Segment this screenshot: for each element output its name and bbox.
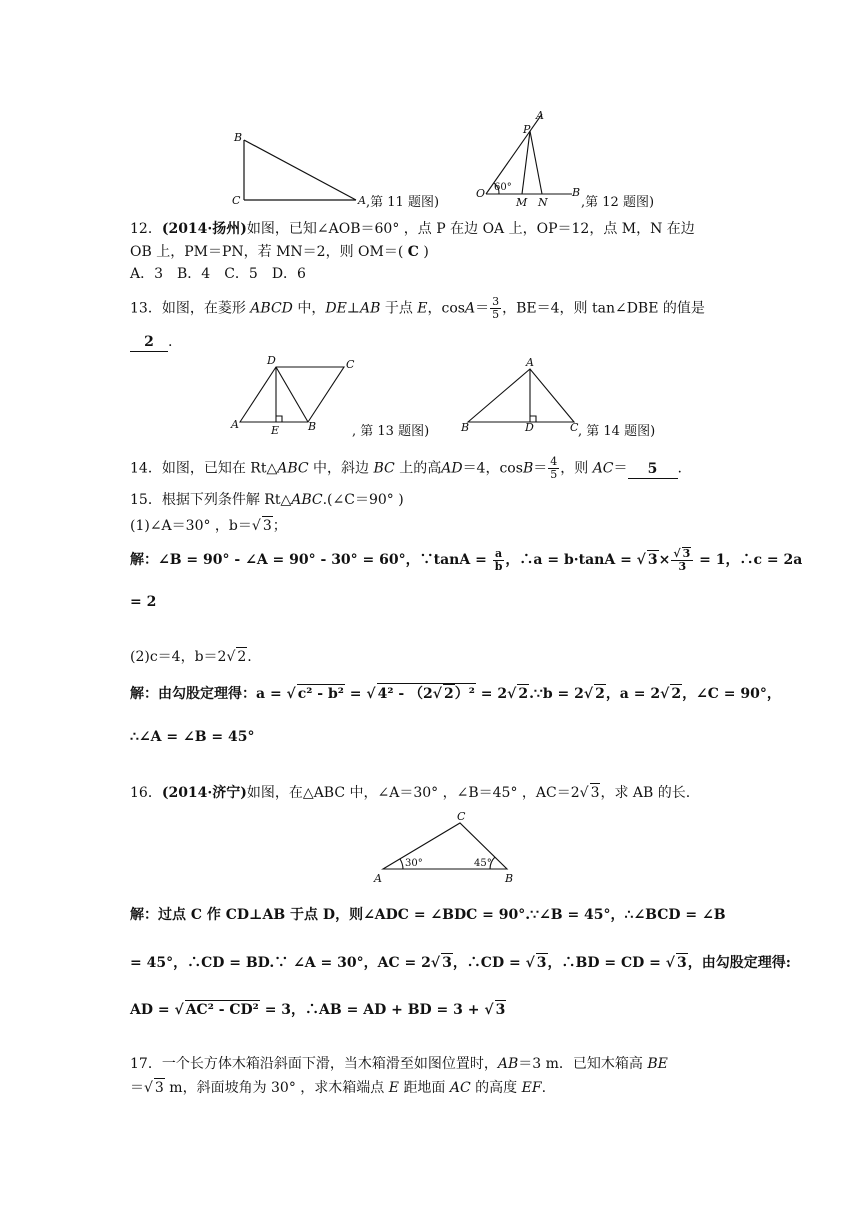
label-a-14: A — [526, 356, 534, 369]
q12-options: A．3 B．4 C．5 D．6 — [130, 266, 306, 282]
q12-close: ) — [423, 244, 429, 260]
q15-sol1-x: × — [658, 552, 671, 568]
q15-sol1-frac2-num: √ 3 — [671, 547, 693, 561]
q17-e: E — [388, 1080, 399, 1096]
q15-part1-end: ； — [272, 518, 287, 534]
q15-part2-text: (2)c＝4，b＝2 — [130, 649, 227, 665]
triangle-11 — [244, 140, 356, 200]
q13-text-b: 中， — [297, 300, 326, 317]
q16-sol-b3: ，∴BD = CD = — [547, 955, 661, 971]
q16-sol-c1: AD = — [130, 1002, 170, 1018]
q15-sol1-a: 解：∠B = 90° - ∠A = 90° - 30° = 60°，∵tanA = — [130, 552, 487, 568]
q15-sol2-c: .∵b = 2 — [529, 686, 584, 702]
q14-text-d: ＝4，cos — [462, 460, 523, 477]
label-b: B — [234, 131, 243, 144]
q17-number: 17． — [130, 1056, 162, 1072]
q14-ac: AC — [592, 460, 614, 477]
q16-rad: 3 — [590, 785, 600, 801]
label-b-16: B — [505, 872, 514, 885]
q13-e: E — [417, 300, 428, 317]
q15-part1-text: (1)∠A＝30° ，b＝ — [130, 518, 252, 534]
label-angle-12: 60° — [494, 182, 512, 193]
q16-line: 16．(2014·济宁)如图，在△ABC 中，∠A＝30° ，∠B＝45° ，AC＝2√ 3，求 AB 的长. — [130, 785, 691, 801]
q14-period: . — [677, 460, 682, 477]
q15-sol1-d: = 2 — [130, 594, 157, 610]
q15-sol1-c: = 1，∴c = 2a — [699, 552, 803, 568]
label-p-12: P — [523, 123, 531, 136]
q15-sol2-r3: 2 — [518, 686, 529, 702]
q15-sol2-r1: c² - b² — [297, 686, 344, 702]
right-angle-e — [276, 416, 282, 422]
q17-text2d: 的高度 — [475, 1080, 518, 1096]
q15-sol1-fd2: 3 — [678, 560, 687, 573]
q15-solution2-line1: 解：由勾股定理得：a = √ c² - b² = √ 4² - （2√ 2）² = 2√ 2.∵b = 2√ 2，a = 2√ 2，∠C = 90°， — [130, 683, 781, 703]
q15-sol2-r5: 2 — [671, 686, 682, 702]
q15-sol2-r2b: 2 — [443, 686, 454, 702]
label-a-13: A — [231, 418, 239, 431]
q17-text2a: ＝ — [130, 1080, 144, 1096]
figure-12-caption: ,第 12 题图) — [581, 195, 655, 210]
q17-ab: AB — [497, 1056, 519, 1072]
q14-ad: AD — [441, 460, 463, 477]
q12-line1 — [130, 220, 695, 238]
q15-sol1-fn: a — [494, 546, 503, 560]
q15-sol2-a: 解：由勾股定理得：a = — [130, 686, 282, 702]
q15-part2-rad: 2 — [237, 649, 247, 665]
q15-part2-end: . — [247, 649, 252, 665]
q16-sol-a: 解：过点 C 作 CD⊥AB 于点 D，则∠ADC = ∠BDC = 90°.∵∠B = 45°，∴∠BCD = ∠B — [130, 907, 726, 923]
label-b-12: B — [572, 186, 581, 199]
label-b-13: B — [308, 420, 317, 433]
q14-frac-num: 4 — [550, 455, 558, 468]
q13-rhombus: ABCD — [250, 300, 293, 317]
q15-sol2-r2: 4² - （2√ 2）² — [377, 683, 476, 703]
q15-sol1-frac2 — [671, 547, 693, 573]
q12-answer: C — [407, 244, 419, 260]
q12-number: 12． — [130, 221, 162, 237]
q15-sol2-r2a: 4² - （2 — [377, 686, 433, 702]
q16-sol-b4: ，由勾股定理得: — [687, 955, 791, 971]
label-angle-45: 45° — [474, 858, 492, 869]
q15-abc: ABC — [291, 492, 323, 508]
q13-fraction — [490, 296, 501, 321]
q17-text2e: . — [541, 1080, 547, 1096]
q15-sol1-r1: 3 — [647, 552, 658, 568]
q16-sol-b-r3: 3 — [676, 955, 687, 971]
q17-text1b: ＝3 m．已知木箱高 — [518, 1056, 643, 1072]
q13-number: 13． — [130, 300, 162, 317]
q16-sol-b-r1: 3 — [442, 955, 452, 971]
q15-sol1-fd: b — [494, 559, 503, 573]
figure-14-caption: , 第 14 题图) — [578, 424, 656, 439]
q16-text: 如图，在△ABC 中，∠A＝30° ，∠B＝45° ，AC＝2 — [246, 785, 580, 801]
q13-ab: AB — [359, 300, 381, 317]
q13-perp: ⊥ — [346, 300, 360, 317]
label-a-12: A — [536, 109, 544, 122]
q14-frac-den: 5 — [550, 468, 558, 481]
q16-sol-c: AD = √ AC² - CD² = 3，∴AB = AD + BD = 3 + √ 3 — [130, 1002, 506, 1018]
angle-arc-30 — [400, 859, 403, 869]
figure-13-caption: , 第 13 题图) — [352, 424, 430, 439]
q14-text-c: 上的高 — [399, 460, 442, 477]
q17-line2: ＝√ 3 m，斜面坡角为 30° ，求木箱端点 E 距地面 AC 的高度 EF. — [130, 1080, 547, 1096]
q17-line1 — [130, 1055, 668, 1073]
figure-13 — [240, 367, 344, 422]
q12-line2 — [130, 243, 429, 261]
q17-text1: 一个长方体木箱沿斜面下滑，当木箱滑至如图位置时， — [161, 1056, 498, 1072]
q15-text: 根据下列条件解 Rt△ — [161, 492, 292, 508]
q16-sol-c2: = 3，∴AB = AD + BD = 3 + — [264, 1002, 480, 1018]
q15-cond: .(∠C＝90° ) — [322, 492, 404, 508]
q13-cos: ，cos — [427, 300, 465, 317]
q13-text-c: 于点 — [384, 300, 413, 317]
q13-de: DE — [325, 300, 347, 317]
q13-a: A — [464, 300, 476, 317]
q17-rad: 3 — [154, 1080, 164, 1096]
q16-sol-c-r2: 3 — [495, 1002, 506, 1018]
q15-line — [130, 491, 404, 509]
q14-abc: ABC — [277, 460, 309, 477]
q13-be: ，BE＝4，则 tan∠DBE 的值是 — [502, 300, 705, 317]
q14-text-a: 如图，已知在 Rt△ — [161, 460, 278, 477]
q15-sol2-eq: = — [349, 686, 362, 702]
q17-text2c: 距地面 — [403, 1080, 446, 1096]
q17-text2b: m，斜面坡角为 30° ，求木箱端点 — [164, 1080, 385, 1096]
q15-part1-rad: 3 — [262, 518, 272, 534]
figure-11-caption: ,第 11 题图) — [366, 195, 440, 210]
triangle-abc-14 — [468, 369, 574, 422]
segment-pn — [530, 131, 542, 194]
q13-frac-den: 5 — [492, 308, 500, 321]
q12-source: (2014·扬州) — [161, 221, 247, 237]
q16-sol-b: = 45°，∴CD = BD.∵ ∠A = 30°，AC = 2√ 3，∴CD = √ 3，∴BD = CD = √ 3，由勾股定理得: — [130, 955, 791, 971]
q17-be: BE — [647, 1056, 668, 1072]
q14-bc: BC — [373, 460, 395, 477]
q16-number: 16． — [130, 785, 162, 801]
side-ab — [244, 140, 356, 200]
q15-solution1-line1: 解：∠B = 90° - ∠A = 90° - 30° = 60°，∵tanA = $\frac{a}{b}$ ，∴a = b·tanA = √ 3× $\frac{√ 3}{3}$ = 1，∴c = 2a — [130, 546, 803, 573]
q17-ac: AC — [449, 1080, 471, 1096]
label-d-13: D — [267, 354, 276, 367]
q14-text-b: 中，斜边 — [313, 460, 370, 477]
q14-fraction — [548, 456, 559, 481]
label-a: A — [358, 194, 366, 207]
q17-ef: EF — [521, 1080, 542, 1096]
label-d-14: D — [525, 421, 534, 434]
q14-eq: ＝ — [533, 460, 548, 477]
label-m-12: M — [516, 196, 528, 209]
q15-sol1-b: ，∴a = b·tanA = — [505, 552, 632, 568]
q14-number: 14． — [130, 460, 162, 477]
q15-number: 15． — [130, 492, 162, 508]
label-c-14: C — [570, 421, 579, 434]
label-c-16: C — [457, 810, 466, 823]
q15-sol1-frac — [493, 548, 505, 573]
q15-sol2-d: ，a = 2 — [605, 686, 661, 702]
q12-text1: 如图，已知∠AOB＝60° ，点 P 在边 OA 上，OP＝12，点 M，N 在边 — [246, 221, 695, 237]
q14-line — [130, 456, 682, 481]
q16-sol-b1: = 45°，∴CD = BD.∵ ∠A = 30°，AC = 2 — [130, 955, 431, 971]
q14-text-e: ，则 — [560, 460, 589, 477]
q15-sol2-r2c: ）² — [454, 686, 475, 702]
q16-source: (2014·济宁) — [161, 785, 247, 801]
q15-sol2-r4: 2 — [595, 686, 605, 702]
q16-text-end: ，求 AB 的长. — [600, 785, 691, 801]
q15-sol1-fr: 3 — [682, 547, 691, 560]
q13-frac-num: 3 — [492, 295, 500, 308]
q16-sol-b-r2: 3 — [536, 955, 547, 971]
label-angle-30: 30° — [405, 858, 423, 869]
q13-line2 — [130, 333, 172, 352]
q15-part1: (1)∠A＝30° ，b＝√ 3； — [130, 518, 287, 534]
q15-sol2-e: ，∠C = 90°， — [682, 686, 781, 702]
q16-sol-b2: ，∴CD = — [452, 955, 521, 971]
q16-sol-c-r: AC² - CD² — [185, 1002, 259, 1018]
q13-line1 — [130, 296, 705, 321]
label-e-13: E — [271, 424, 280, 437]
label-o-12: O — [476, 187, 486, 200]
label-c: C — [232, 194, 241, 207]
label-n-12: N — [538, 196, 548, 209]
figure-14 — [468, 369, 574, 422]
label-b-14: B — [461, 421, 470, 434]
q14-b: B — [522, 460, 534, 477]
q13-period: . — [168, 334, 173, 350]
q13-eq: ＝ — [475, 300, 490, 317]
segment-db — [276, 367, 308, 422]
label-c-13: C — [346, 358, 355, 371]
q13-answer: 2 — [130, 333, 168, 352]
q15-sol2-b: = 2 — [480, 686, 508, 702]
q13-text-a: 如图，在菱形 — [161, 300, 246, 317]
q14-eq2: ＝ — [613, 460, 628, 477]
label-a-16: A — [374, 872, 382, 885]
q12-text2: OB 上，PM＝PN，若 MN＝2，则 OM＝( — [130, 244, 404, 260]
q14-answer: 5 — [628, 460, 678, 479]
q15-part2: (2)c＝4，b＝2√ 2. — [130, 649, 252, 665]
q15-sol2-f: ∴∠A = ∠B = 45° — [130, 729, 255, 745]
